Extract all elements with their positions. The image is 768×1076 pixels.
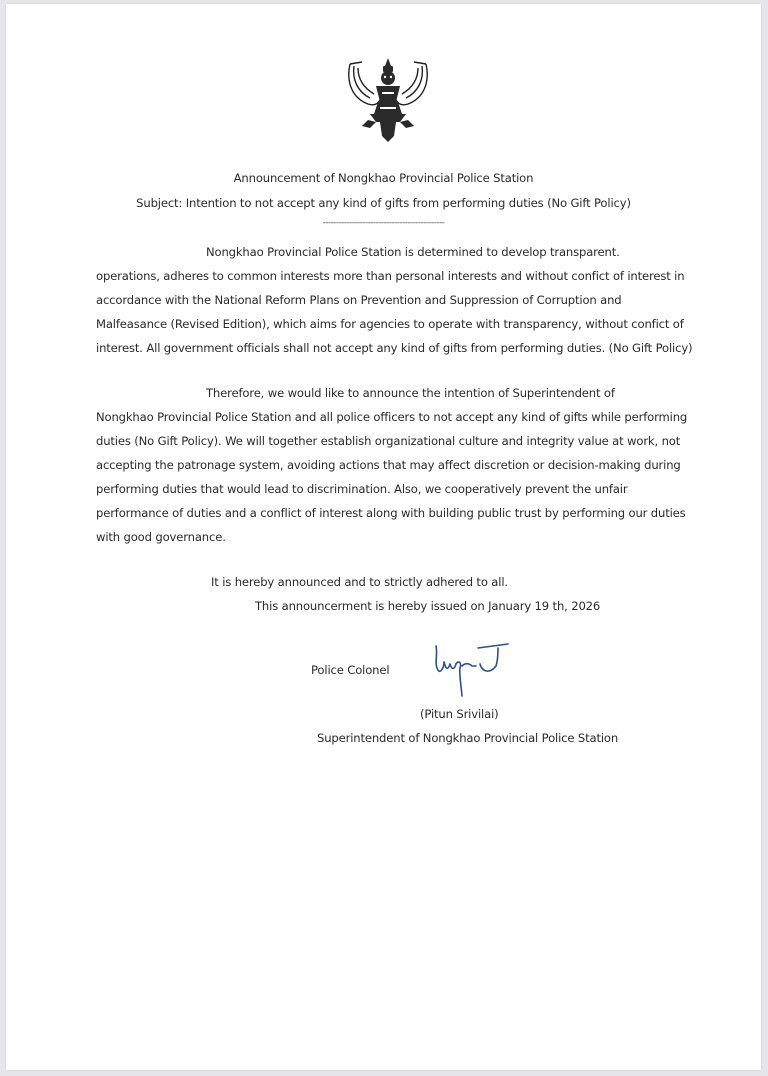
paragraph-line: accordance with the National Reform Plans on Prevention and Suppression of Corruption and: [96, 293, 622, 307]
paragraph-line: with good governance.: [96, 530, 226, 544]
closing-statement: It is hereby announced and to strictly adhered to all.: [211, 575, 508, 589]
signatory-name: (Pitun Srivilai): [420, 707, 499, 721]
signatory-rank: Police Colonel: [311, 663, 390, 677]
paragraph-line: Nongkhao Provincial Police Station is determined to develop transparent.: [206, 245, 620, 259]
issue-date: This announcerment is hereby issued on January 19 th, 2026: [255, 599, 601, 613]
paragraph-line: Therefore, we would like to announce the intention of Superintendent of: [206, 386, 615, 400]
paragraph-line: duties (No Gift Policy). We will together establish organizational culture and integrity value at work, not: [96, 434, 681, 448]
announcement-subject: Subject: Intention to not accept any kind of gifts from performing duties (No Gift Policy): [136, 196, 631, 210]
paragraph-line: Nongkhao Provincial Police Station and all police officers to not accept any kind of gifts while performing: [96, 410, 688, 424]
signature-icon: [428, 640, 514, 700]
garuda-emblem-icon: [340, 52, 436, 148]
announcement-title: Announcement of Nongkhao Provincial Police Station: [233, 171, 534, 185]
paragraph-line: performance of duties and a conflict of interest along with building public trust by performing our duties: [96, 506, 686, 520]
paragraph-line: Malfeasance (Revised Edition), which aims for agencies to operate with transparency, without confict of: [96, 317, 684, 331]
document-page: [6, 4, 761, 1070]
signatory-position: Superintendent of Nongkhao Provincial Police Station: [317, 731, 619, 745]
paragraph-line: interest. All government officials shall not accept any kind of gifts from performing duties. (No Gift Policy): [96, 341, 693, 355]
paragraph-line: accepting the patronage system, avoiding actions that may affect discretion or decision-making during: [96, 458, 681, 472]
paragraph-line: operations, adheres to common interests more than personal interests and without confict of interest in: [96, 269, 685, 283]
paragraph-line: performing duties that would lead to discrimination. Also, we cooperatively prevent the unfair: [96, 482, 628, 496]
header-divider: ----------------------------------------------: [322, 218, 445, 228]
